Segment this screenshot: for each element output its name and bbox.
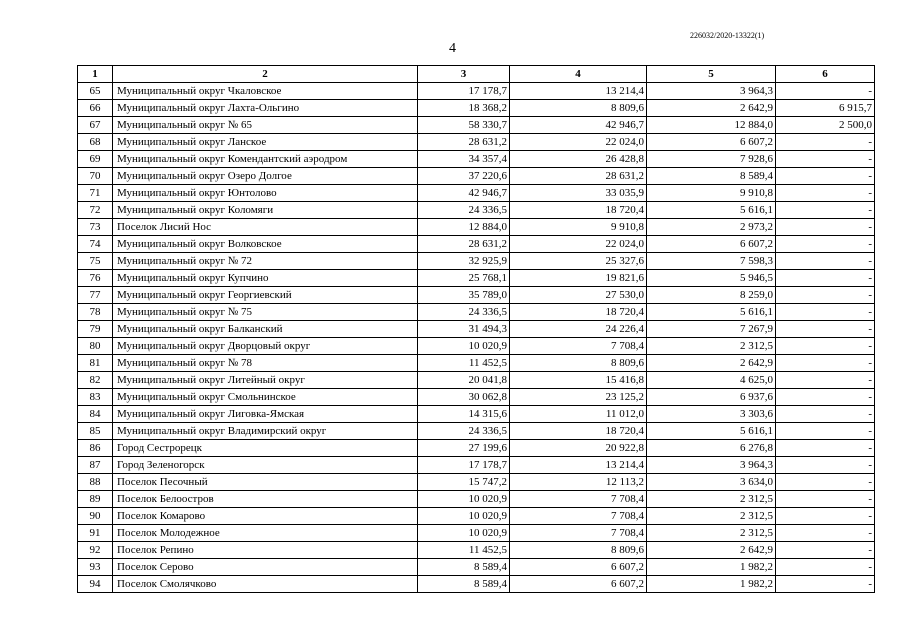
value-col-5: 9 910,8 xyxy=(647,185,776,202)
table-row xyxy=(78,202,875,219)
value-col-6: - xyxy=(776,389,875,406)
value-col-6: - xyxy=(776,219,875,236)
page-number: 4 xyxy=(449,41,456,56)
table-row xyxy=(78,134,875,151)
value-col-3: 32 925,9 xyxy=(418,253,510,270)
value-col-6: 2 500,0 xyxy=(776,117,875,134)
municipality-name: Муниципальный округ № 75 xyxy=(113,304,418,321)
value-col-3: 18 368,2 xyxy=(418,100,510,117)
value-col-4: 23 125,2 xyxy=(510,389,647,406)
row-number: 79 xyxy=(78,321,113,338)
row-number: 91 xyxy=(78,525,113,542)
value-col-4: 25 327,6 xyxy=(510,253,647,270)
value-col-5: 4 625,0 xyxy=(647,372,776,389)
value-col-4: 7 708,4 xyxy=(510,508,647,525)
row-number: 72 xyxy=(78,202,113,219)
table-row xyxy=(78,321,875,338)
value-col-4: 13 214,4 xyxy=(510,83,647,100)
row-number: 93 xyxy=(78,559,113,576)
municipality-name: Муниципальный округ № 72 xyxy=(113,253,418,270)
table-row xyxy=(78,355,875,372)
value-col-5: 3 964,3 xyxy=(647,83,776,100)
value-col-3: 37 220,6 xyxy=(418,168,510,185)
value-col-4: 6 607,2 xyxy=(510,559,647,576)
value-col-5: 6 607,2 xyxy=(647,134,776,151)
value-col-4: 20 922,8 xyxy=(510,440,647,457)
value-col-6: - xyxy=(776,559,875,576)
municipality-name: Муниципальный округ Владимирский округ xyxy=(113,423,418,440)
value-col-5: 2 312,5 xyxy=(647,491,776,508)
value-col-3: 24 336,5 xyxy=(418,304,510,321)
row-number: 87 xyxy=(78,457,113,474)
value-col-3: 10 020,9 xyxy=(418,508,510,525)
municipality-name: Муниципальный округ Волковское xyxy=(113,236,418,253)
value-col-5: 3 964,3 xyxy=(647,457,776,474)
row-number: 65 xyxy=(78,83,113,100)
value-col-4: 7 708,4 xyxy=(510,525,647,542)
value-col-6: - xyxy=(776,355,875,372)
value-col-4: 33 035,9 xyxy=(510,185,647,202)
value-col-5: 2 312,5 xyxy=(647,525,776,542)
value-col-5: 7 598,3 xyxy=(647,253,776,270)
row-number: 69 xyxy=(78,151,113,168)
value-col-3: 12 884,0 xyxy=(418,219,510,236)
table-row xyxy=(78,491,875,508)
value-col-6: - xyxy=(776,202,875,219)
value-col-6: - xyxy=(776,253,875,270)
table-row xyxy=(78,168,875,185)
table-row xyxy=(78,287,875,304)
value-col-3: 17 178,7 xyxy=(418,457,510,474)
value-col-6: - xyxy=(776,406,875,423)
value-col-5: 2 642,9 xyxy=(647,542,776,559)
row-number: 75 xyxy=(78,253,113,270)
value-col-3: 42 946,7 xyxy=(418,185,510,202)
value-col-4: 12 113,2 xyxy=(510,474,647,491)
value-col-4: 15 416,8 xyxy=(510,372,647,389)
table-row xyxy=(78,559,875,576)
municipality-name: Муниципальный округ Балканский xyxy=(113,321,418,338)
municipality-name: Поселок Молодежное xyxy=(113,525,418,542)
value-col-6: - xyxy=(776,372,875,389)
value-col-4: 24 226,4 xyxy=(510,321,647,338)
value-col-4: 18 720,4 xyxy=(510,423,647,440)
table-row xyxy=(78,83,875,100)
value-col-4: 7 708,4 xyxy=(510,491,647,508)
row-number: 88 xyxy=(78,474,113,491)
value-col-5: 6 937,6 xyxy=(647,389,776,406)
municipality-name: Муниципальный округ Георгиевский xyxy=(113,287,418,304)
value-col-3: 24 336,5 xyxy=(418,423,510,440)
value-col-3: 35 789,0 xyxy=(418,287,510,304)
column-header: 4 xyxy=(510,66,647,83)
municipality-name: Поселок Смолячково xyxy=(113,576,418,593)
table-row xyxy=(78,542,875,559)
table-row xyxy=(78,406,875,423)
value-col-5: 8 589,4 xyxy=(647,168,776,185)
table-row xyxy=(78,270,875,287)
municipality-name: Город Зеленогорск xyxy=(113,457,418,474)
municipality-name: Поселок Белоостров xyxy=(113,491,418,508)
value-col-5: 5 616,1 xyxy=(647,304,776,321)
value-col-5: 8 259,0 xyxy=(647,287,776,304)
value-col-3: 10 020,9 xyxy=(418,338,510,355)
document-id: 226032/2020-13322(1) xyxy=(690,31,765,40)
row-number: 81 xyxy=(78,355,113,372)
municipality-name: Муниципальный округ Ланское xyxy=(113,134,418,151)
municipality-name: Поселок Серово xyxy=(113,559,418,576)
value-col-6: - xyxy=(776,576,875,593)
value-col-5: 2 973,2 xyxy=(647,219,776,236)
column-header: 1 xyxy=(78,66,113,83)
value-col-3: 25 768,1 xyxy=(418,270,510,287)
value-col-5: 2 312,5 xyxy=(647,338,776,355)
table-row xyxy=(78,508,875,525)
value-col-4: 27 530,0 xyxy=(510,287,647,304)
value-col-5: 1 982,2 xyxy=(647,559,776,576)
value-col-4: 19 821,6 xyxy=(510,270,647,287)
value-col-6: - xyxy=(776,542,875,559)
municipality-name: Муниципальный округ Чкаловское xyxy=(113,83,418,100)
value-col-5: 5 946,5 xyxy=(647,270,776,287)
row-number: 89 xyxy=(78,491,113,508)
municipality-name: Муниципальный округ Лахта-Ольгино xyxy=(113,100,418,117)
value-col-3: 28 631,2 xyxy=(418,134,510,151)
value-col-3: 24 336,5 xyxy=(418,202,510,219)
municipality-name: Муниципальный округ Лиговка-Ямская xyxy=(113,406,418,423)
value-col-4: 42 946,7 xyxy=(510,117,647,134)
table-row xyxy=(78,253,875,270)
table-row xyxy=(78,525,875,542)
table-row xyxy=(78,151,875,168)
value-col-4: 13 214,4 xyxy=(510,457,647,474)
municipality-name: Муниципальный округ Озеро Долгое xyxy=(113,168,418,185)
value-col-3: 17 178,7 xyxy=(418,83,510,100)
value-col-5: 12 884,0 xyxy=(647,117,776,134)
row-number: 80 xyxy=(78,338,113,355)
row-number: 76 xyxy=(78,270,113,287)
table-row xyxy=(78,457,875,474)
row-number: 77 xyxy=(78,287,113,304)
table-row xyxy=(78,304,875,321)
value-col-5: 3 303,6 xyxy=(647,406,776,423)
column-header: 6 xyxy=(776,66,875,83)
row-number: 73 xyxy=(78,219,113,236)
value-col-6: - xyxy=(776,151,875,168)
value-col-5: 5 616,1 xyxy=(647,423,776,440)
table-row xyxy=(78,372,875,389)
value-col-5: 2 312,5 xyxy=(647,508,776,525)
municipality-name: Поселок Лисий Нос xyxy=(113,219,418,236)
table-row xyxy=(78,185,875,202)
row-number: 82 xyxy=(78,372,113,389)
value-col-3: 14 315,6 xyxy=(418,406,510,423)
table-row xyxy=(78,440,875,457)
value-col-3: 20 041,8 xyxy=(418,372,510,389)
table-row xyxy=(78,117,875,134)
value-col-4: 26 428,8 xyxy=(510,151,647,168)
value-col-4: 28 631,2 xyxy=(510,168,647,185)
column-header: 5 xyxy=(647,66,776,83)
table-row xyxy=(78,423,875,440)
row-number: 78 xyxy=(78,304,113,321)
value-col-4: 8 809,6 xyxy=(510,100,647,117)
value-col-6: - xyxy=(776,423,875,440)
value-col-3: 34 357,4 xyxy=(418,151,510,168)
municipality-name: Муниципальный округ Купчино xyxy=(113,270,418,287)
value-col-5: 1 982,2 xyxy=(647,576,776,593)
value-col-5: 6 607,2 xyxy=(647,236,776,253)
table-row xyxy=(78,219,875,236)
value-col-3: 10 020,9 xyxy=(418,525,510,542)
value-col-3: 11 452,5 xyxy=(418,355,510,372)
municipality-name: Муниципальный округ Юнтолово xyxy=(113,185,418,202)
row-number: 90 xyxy=(78,508,113,525)
value-col-4: 22 024,0 xyxy=(510,134,647,151)
table-row xyxy=(78,474,875,491)
value-col-4: 18 720,4 xyxy=(510,304,647,321)
row-number: 70 xyxy=(78,168,113,185)
budget-table xyxy=(77,65,875,593)
row-number: 92 xyxy=(78,542,113,559)
row-number: 83 xyxy=(78,389,113,406)
value-col-6: - xyxy=(776,440,875,457)
value-col-3: 58 330,7 xyxy=(418,117,510,134)
row-number: 67 xyxy=(78,117,113,134)
row-number: 85 xyxy=(78,423,113,440)
value-col-5: 2 642,9 xyxy=(647,100,776,117)
value-col-4: 6 607,2 xyxy=(510,576,647,593)
value-col-6: - xyxy=(776,236,875,253)
value-col-4: 18 720,4 xyxy=(510,202,647,219)
value-col-5: 5 616,1 xyxy=(647,202,776,219)
table-row xyxy=(78,236,875,253)
value-col-4: 7 708,4 xyxy=(510,338,647,355)
value-col-5: 3 634,0 xyxy=(647,474,776,491)
row-number: 68 xyxy=(78,134,113,151)
municipality-name: Город Сестрорецк xyxy=(113,440,418,457)
value-col-4: 8 809,6 xyxy=(510,542,647,559)
value-col-6: 6 915,7 xyxy=(776,100,875,117)
value-col-6: - xyxy=(776,321,875,338)
row-number: 66 xyxy=(78,100,113,117)
value-col-3: 11 452,5 xyxy=(418,542,510,559)
value-col-6: - xyxy=(776,508,875,525)
header-row xyxy=(78,66,875,83)
value-col-3: 30 062,8 xyxy=(418,389,510,406)
value-col-5: 2 642,9 xyxy=(647,355,776,372)
value-col-6: - xyxy=(776,134,875,151)
value-col-6: - xyxy=(776,270,875,287)
municipality-name: Поселок Комарово xyxy=(113,508,418,525)
value-col-6: - xyxy=(776,287,875,304)
column-header: 3 xyxy=(418,66,510,83)
value-col-4: 22 024,0 xyxy=(510,236,647,253)
value-col-6: - xyxy=(776,185,875,202)
table-row xyxy=(78,338,875,355)
table-row xyxy=(78,100,875,117)
municipality-name: Муниципальный округ Коломяги xyxy=(113,202,418,219)
value-col-3: 28 631,2 xyxy=(418,236,510,253)
value-col-6: - xyxy=(776,304,875,321)
value-col-6: - xyxy=(776,491,875,508)
value-col-3: 31 494,3 xyxy=(418,321,510,338)
value-col-6: - xyxy=(776,457,875,474)
municipality-name: Муниципальный округ № 78 xyxy=(113,355,418,372)
row-number: 94 xyxy=(78,576,113,593)
value-col-5: 7 928,6 xyxy=(647,151,776,168)
municipality-name: Муниципальный округ Дворцовый округ xyxy=(113,338,418,355)
municipality-name: Муниципальный округ Смольнинское xyxy=(113,389,418,406)
value-col-4: 11 012,0 xyxy=(510,406,647,423)
value-col-4: 8 809,6 xyxy=(510,355,647,372)
municipality-name: Муниципальный округ Комендантский аэродром xyxy=(113,151,418,168)
municipality-name: Поселок Репино xyxy=(113,542,418,559)
value-col-3: 10 020,9 xyxy=(418,491,510,508)
municipality-name: Муниципальный округ Литейный округ xyxy=(113,372,418,389)
value-col-4: 9 910,8 xyxy=(510,219,647,236)
value-col-6: - xyxy=(776,525,875,542)
value-col-6: - xyxy=(776,338,875,355)
value-col-3: 8 589,4 xyxy=(418,576,510,593)
value-col-5: 6 276,8 xyxy=(647,440,776,457)
municipality-name: Муниципальный округ № 65 xyxy=(113,117,418,134)
row-number: 71 xyxy=(78,185,113,202)
value-col-3: 8 589,4 xyxy=(418,559,510,576)
value-col-3: 27 199,6 xyxy=(418,440,510,457)
value-col-6: - xyxy=(776,83,875,100)
row-number: 74 xyxy=(78,236,113,253)
value-col-6: - xyxy=(776,474,875,491)
value-col-6: - xyxy=(776,168,875,185)
value-col-5: 7 267,9 xyxy=(647,321,776,338)
value-col-3: 15 747,2 xyxy=(418,474,510,491)
table-row xyxy=(78,389,875,406)
row-number: 86 xyxy=(78,440,113,457)
table-row xyxy=(78,576,875,593)
column-header: 2 xyxy=(113,66,418,83)
municipality-name: Поселок Песочный xyxy=(113,474,418,491)
row-number: 84 xyxy=(78,406,113,423)
